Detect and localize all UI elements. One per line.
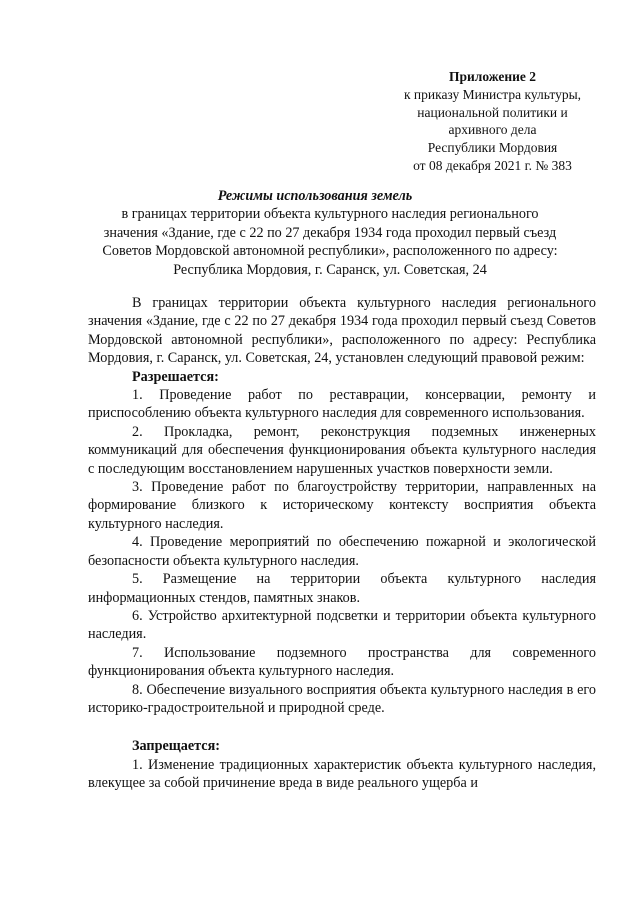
document-body [88, 294, 596, 793]
appendix-line: от 08 декабря 2021 г. № 383 [413, 157, 572, 173]
allowed-item: 4. Проведение мероприятий по обеспечению пожарной и экологической безопасности объекта культурного наследия. [88, 534, 596, 569]
allowed-item: 5. Размещение на территории объекта культурного наследия информационных стендов, памятных знаков. [88, 571, 596, 606]
title-line: в границах территории объекта культурного наследия регионального [121, 206, 539, 223]
forbidden-heading: Запрещается: [132, 738, 220, 755]
document-title-block [60, 187, 600, 279]
allowed-heading: Разрешается: [132, 368, 219, 385]
appendix-line: к приказу Министра культуры, [403, 86, 582, 102]
allowed-item: 6. Устройство архитектурной подсветки и территории объекта культурного наследия. [88, 607, 596, 643]
title-line: Советов Мордовской автономной республики», расположенного по адресу: [102, 243, 558, 260]
title-line: значения «Здание, где с 22 по 27 декабря 1934 года проходил первый съезд [103, 224, 557, 241]
appendix-line: Республики Мордовия [427, 140, 558, 156]
document-title: Режимы использования земель [217, 188, 413, 204]
title-line: Республика Мордовия, г. Саранск, ул. Советская, 24 [173, 261, 487, 278]
allowed-item: 7. Использование подземного пространства для современного функционирования объекта культурного наследия. [88, 644, 596, 680]
section-spacer [88, 717, 596, 737]
appendix-line: национальной политики и [417, 104, 568, 120]
allowed-item: 3. Проведение работ по благоустройству территории, направленных на формирование близкого к историческому контексту восприятия объекта культурного наследия. [88, 479, 596, 532]
appendix-label: Приложение 2 [448, 69, 537, 84]
allowed-item: 1. Проведение работ по реставрации, консервации, ремонту и приспособлению объекта культурного наследия для современного использования. [88, 387, 596, 422]
allowed-item: 2. Прокладка, ремонт, реконструкция подземных инженерных коммуникаций для обеспечения функционирования объекта культурного наследия с последующим восстановлением нарушенных участков поверхности земли. [88, 423, 596, 477]
appendix-block [380, 68, 605, 175]
forbidden-item: 1. Изменение традиционных характеристик объекта культурного наследия, влекущее за собой причинение вреда в виде реального ущерба и [88, 756, 596, 792]
allowed-item: 8. Обеспечение визуального восприятия объекта культурного наследия в его историко-градостроительной и природной среде. [88, 681, 596, 716]
appendix-line: архивного дела [448, 122, 537, 138]
intro-paragraph: В границах территории объекта культурного наследия регионального значения «Здание, где с 22 по 27 декабря 1934 года проходил первый съезд Советов Мордовской автономной республики», расположенного по адресу: Республика Мордовия, г. Саранск, ул. Советская, 24, установлен следующий правовой режим: [88, 295, 596, 367]
